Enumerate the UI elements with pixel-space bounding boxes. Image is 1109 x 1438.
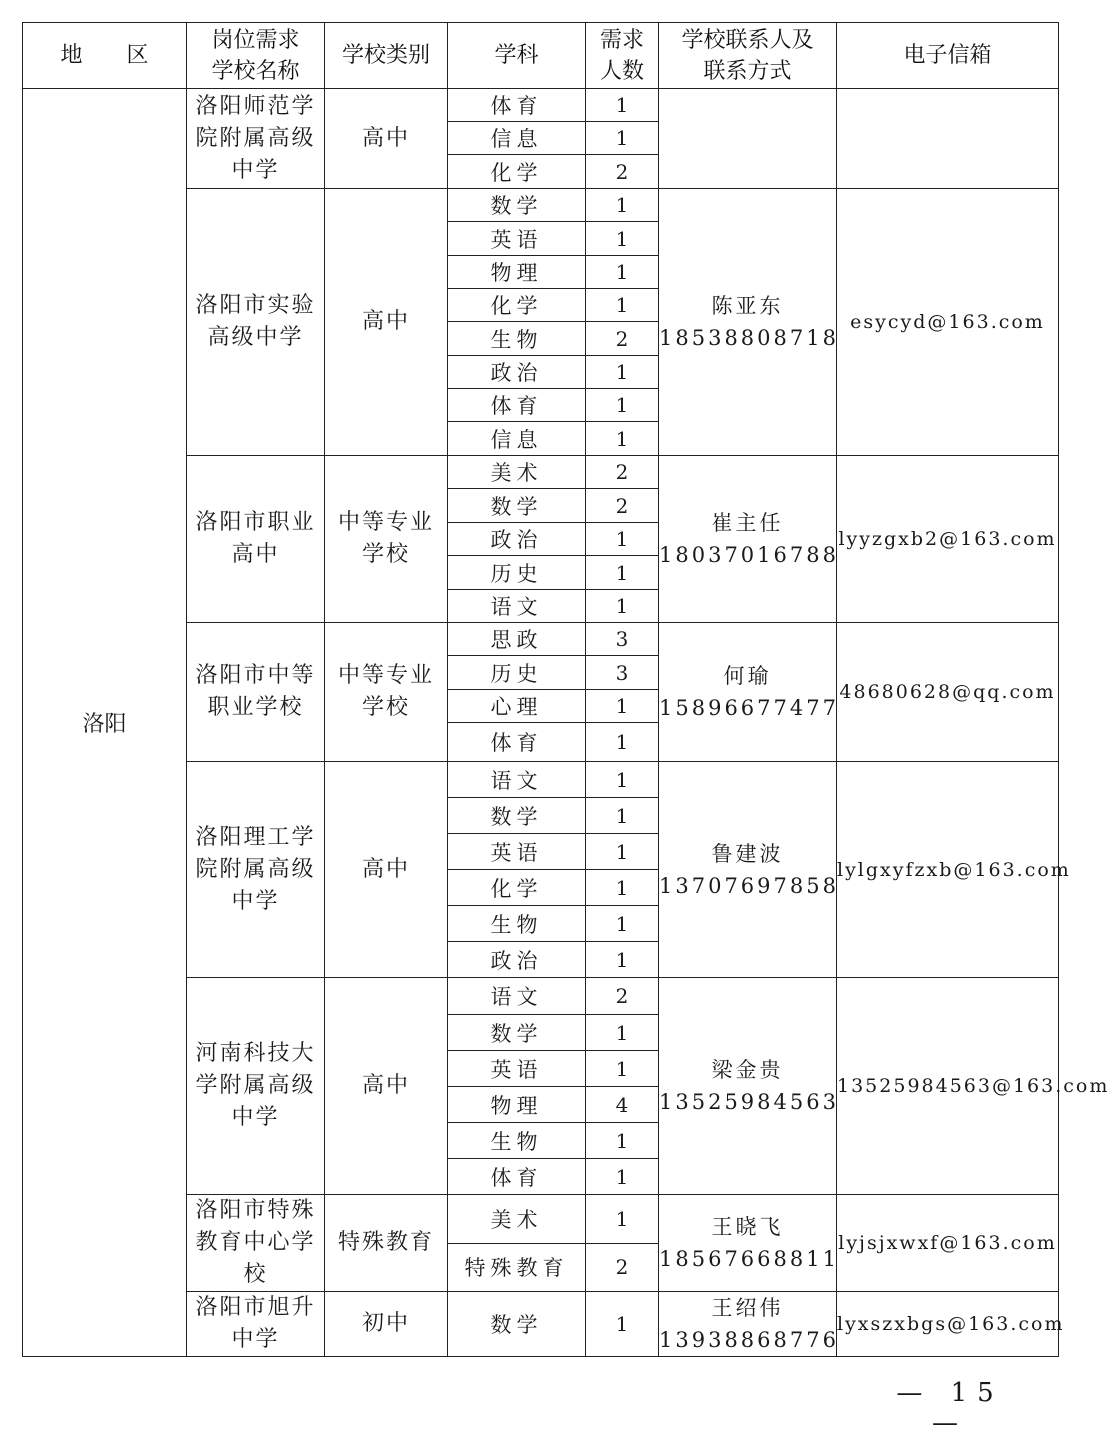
email-text: 13525984563@163.com xyxy=(837,1075,1109,1097)
count-cell xyxy=(586,870,659,906)
subject-text: 生物 xyxy=(490,327,543,352)
subject-text: 化学 xyxy=(490,294,543,318)
count-text: 1 xyxy=(615,947,629,972)
count-text: 1 xyxy=(615,393,629,417)
count-cell xyxy=(586,978,659,1015)
header-region: 地 区 xyxy=(23,23,187,89)
subject-text: 美术 xyxy=(490,461,543,485)
school-name-line: 职业学校 xyxy=(207,695,304,720)
email-text: esycyd@163.com xyxy=(850,311,1045,333)
contact-cell xyxy=(659,89,837,189)
contact-name: 王晓飞 xyxy=(711,1215,784,1239)
subject-text: 政治 xyxy=(490,528,543,552)
count-text: 1 xyxy=(615,803,629,828)
count-text: 1 xyxy=(615,1312,629,1336)
count-cell xyxy=(586,690,659,723)
school-name-cell xyxy=(187,189,325,456)
contact-phone: 13525984563 xyxy=(659,1090,839,1114)
count-cell xyxy=(586,356,659,389)
school-name-line: 洛阳市实验 xyxy=(195,293,316,318)
subject-text: 心理 xyxy=(490,695,543,719)
count-cell xyxy=(586,1292,659,1357)
contact-phone: 13707697858 xyxy=(659,873,839,898)
subject-text: 数学 xyxy=(490,194,543,218)
subject-text: 化学 xyxy=(490,160,543,185)
school-name-line: 教育中心学校 xyxy=(195,1230,316,1287)
count-cell xyxy=(586,942,659,978)
count-cell xyxy=(586,389,659,422)
school-name-line: 院附属高级 xyxy=(195,856,316,882)
subject-cell xyxy=(448,556,586,590)
email-cell xyxy=(837,1195,1059,1292)
count-text: 2 xyxy=(615,493,629,518)
recruitment-table xyxy=(22,22,1109,1357)
school-name-line: 洛阳市特殊 xyxy=(195,1198,316,1223)
contact-phone: 18037016788 xyxy=(659,543,839,567)
subject-text: 思政 xyxy=(490,628,543,652)
count-text: 1 xyxy=(615,93,629,117)
subject-cell xyxy=(448,590,586,623)
email-cell xyxy=(837,189,1059,456)
subject-cell xyxy=(448,978,586,1015)
school-name-line: 洛阳理工学 xyxy=(195,824,316,850)
subject-text: 数学 xyxy=(490,1313,543,1337)
school-name-cell xyxy=(187,623,325,762)
count-text: 1 xyxy=(615,360,629,384)
count-cell xyxy=(586,1015,659,1051)
school-category-line: 学校 xyxy=(361,695,410,720)
contact-name: 陈亚东 xyxy=(711,294,784,318)
subject-text: 数学 xyxy=(490,494,543,519)
count-cell xyxy=(586,762,659,798)
subject-cell xyxy=(448,762,586,798)
school-category-line: 中等专业 xyxy=(337,510,434,535)
count-text: 1 xyxy=(615,226,629,251)
count-cell xyxy=(586,798,659,834)
count-text: 3 xyxy=(615,660,629,685)
subject-cell xyxy=(448,256,586,289)
contact-phone: 15896677477 xyxy=(659,696,839,720)
contact-name: 鲁建波 xyxy=(711,841,784,866)
subject-text: 物理 xyxy=(490,261,543,285)
contact-cell xyxy=(659,189,837,456)
subject-cell xyxy=(448,1195,586,1244)
page-number: — 15 — xyxy=(896,1378,1004,1438)
school-name-line: 洛阳市旭升 xyxy=(195,1295,316,1320)
school-name-line: 中学 xyxy=(231,888,280,914)
count-cell xyxy=(586,289,659,322)
count-cell xyxy=(586,322,659,356)
subject-text: 数学 xyxy=(490,1021,543,1046)
count-text: 1 xyxy=(615,260,629,284)
subject-text: 生物 xyxy=(490,912,543,937)
count-cell xyxy=(586,1195,659,1244)
count-cell xyxy=(586,723,659,762)
count-text: 1 xyxy=(615,730,629,754)
contact-name: 梁金贵 xyxy=(711,1058,784,1082)
count-text: 1 xyxy=(615,1206,629,1231)
subject-cell xyxy=(448,1243,586,1292)
count-cell xyxy=(586,556,659,590)
school-name-line: 学附属高级 xyxy=(195,1073,316,1098)
count-cell xyxy=(586,89,659,122)
subject-cell xyxy=(448,389,586,422)
subject-text: 语文 xyxy=(490,985,543,1009)
count-cell xyxy=(586,189,659,222)
school-name-line: 中学 xyxy=(231,157,280,183)
subject-text: 数学 xyxy=(490,804,543,829)
count-cell xyxy=(586,1051,659,1087)
school-category-cell xyxy=(325,1292,448,1357)
school-category-line: 学校 xyxy=(361,542,410,567)
count-cell xyxy=(586,422,659,456)
email-cell xyxy=(837,89,1059,189)
school-category-line: 高中 xyxy=(361,125,410,151)
subject-text: 信息 xyxy=(490,127,543,151)
subject-cell xyxy=(448,906,586,942)
subject-cell xyxy=(448,456,586,489)
subject-cell xyxy=(448,222,586,256)
email-text: lyyzgxb2@163.com xyxy=(838,528,1057,550)
contact-cell xyxy=(659,1195,837,1292)
count-text: 1 xyxy=(615,767,629,792)
count-text: 1 xyxy=(615,694,629,718)
count-text: 2 xyxy=(615,326,629,351)
school-name-line: 中学 xyxy=(231,1105,280,1130)
school-name-line: 洛阳师范学 xyxy=(195,93,316,119)
email-cell xyxy=(837,1292,1065,1357)
count-text: 2 xyxy=(615,984,629,1008)
subject-cell xyxy=(448,189,586,222)
subject-cell xyxy=(448,89,586,122)
school-category-line: 高中 xyxy=(361,1073,410,1098)
region-cell xyxy=(23,89,187,1357)
subject-text: 化学 xyxy=(490,876,543,901)
subject-cell xyxy=(448,1087,586,1123)
subject-cell xyxy=(448,1015,586,1051)
school-name-line: 高中 xyxy=(231,542,280,567)
school-category-cell xyxy=(325,623,448,762)
header-count: 需求 人数 xyxy=(586,23,659,89)
school-name-cell xyxy=(187,456,325,623)
school-category-cell xyxy=(325,978,448,1195)
count-text: 1 xyxy=(615,594,629,618)
header-category: 学校类别 xyxy=(325,23,448,89)
contact-cell xyxy=(659,623,837,762)
school-category-line: 高中 xyxy=(361,856,410,882)
count-text: 1 xyxy=(615,911,629,936)
count-text: 1 xyxy=(615,839,629,864)
count-cell xyxy=(586,155,659,189)
school-name-cell xyxy=(187,762,325,978)
count-text: 2 xyxy=(615,1255,629,1280)
contact-name: 何瑜 xyxy=(723,664,772,688)
contact-phone: 13938868776 xyxy=(659,1328,839,1352)
contact-phone: 18538808718 xyxy=(659,326,839,350)
count-text: 1 xyxy=(615,293,629,317)
school-category-line: 中等专业 xyxy=(337,663,434,688)
count-text: 1 xyxy=(615,1056,629,1081)
school-name-cell xyxy=(187,1292,325,1357)
school-name-line: 高级中学 xyxy=(207,325,304,350)
subject-text: 历史 xyxy=(490,661,543,686)
school-name-line: 洛阳市职业 xyxy=(195,510,316,535)
subject-cell xyxy=(448,656,586,690)
subject-text: 生物 xyxy=(490,1129,543,1154)
subject-text: 体育 xyxy=(490,1165,543,1190)
count-text: 4 xyxy=(615,1092,629,1117)
school-name-cell xyxy=(187,89,325,189)
count-text: 1 xyxy=(615,527,629,551)
subject-cell xyxy=(448,1123,586,1159)
subject-cell xyxy=(448,623,586,656)
school-category-line: 特殊教育 xyxy=(337,1230,434,1255)
school-name-cell xyxy=(187,1195,325,1292)
subject-cell xyxy=(448,723,586,762)
count-cell xyxy=(586,623,659,656)
count-cell xyxy=(586,1123,659,1159)
subject-text: 英语 xyxy=(490,1057,543,1082)
subject-cell xyxy=(448,1292,586,1357)
school-category-cell xyxy=(325,89,448,189)
subject-text: 政治 xyxy=(490,948,543,973)
subject-cell xyxy=(448,798,586,834)
table-row xyxy=(23,89,1059,122)
subject-cell xyxy=(448,155,586,189)
count-cell xyxy=(586,590,659,623)
school-category-cell xyxy=(325,762,448,978)
school-name-line: 院附属高级 xyxy=(195,125,316,151)
subject-text: 政治 xyxy=(490,361,543,385)
count-cell xyxy=(586,523,659,556)
count-cell xyxy=(586,834,659,870)
subject-text: 语文 xyxy=(490,768,543,793)
email-text: 48680628@qq.com xyxy=(839,681,1056,703)
email-cell xyxy=(837,456,1059,623)
subject-cell xyxy=(448,422,586,456)
subject-text: 特殊教育 xyxy=(464,1256,569,1281)
subject-cell xyxy=(448,834,586,870)
header-school: 岗位需求 学校名称 xyxy=(187,23,325,89)
subject-cell xyxy=(448,1159,586,1195)
school-category-cell xyxy=(325,1195,448,1292)
school-name-line: 中学 xyxy=(231,1327,280,1352)
count-cell xyxy=(586,906,659,942)
count-cell xyxy=(586,122,659,155)
contact-name: 崔主任 xyxy=(711,511,784,535)
email-cell xyxy=(837,762,1071,978)
subject-text: 美术 xyxy=(490,1207,543,1232)
count-text: 1 xyxy=(615,1128,629,1153)
subject-cell xyxy=(448,942,586,978)
school-category-cell xyxy=(325,456,448,623)
count-text: 3 xyxy=(615,627,629,651)
subject-text: 体育 xyxy=(490,394,543,418)
subject-text: 信息 xyxy=(490,427,543,452)
count-text: 1 xyxy=(615,875,629,900)
subject-text: 英语 xyxy=(490,840,543,865)
subject-cell xyxy=(448,322,586,356)
contact-name: 王绍伟 xyxy=(711,1296,784,1320)
school-name-line: 河南科技大 xyxy=(195,1041,316,1066)
contact-phone: 18567668811 xyxy=(659,1247,839,1271)
header-contact: 学校联系人及 联系方式 xyxy=(659,23,837,89)
header-email: 电子信箱 xyxy=(837,23,1059,89)
count-text: 1 xyxy=(615,1164,629,1189)
subject-cell xyxy=(448,289,586,322)
count-cell xyxy=(586,1087,659,1123)
subject-cell xyxy=(448,523,586,556)
count-text: 1 xyxy=(615,1020,629,1045)
email-text: lyxszxbgs@163.com xyxy=(837,1313,1065,1335)
count-cell xyxy=(586,222,659,256)
count-cell xyxy=(586,656,659,690)
count-text: 1 xyxy=(615,426,629,451)
subject-text: 英语 xyxy=(490,227,543,252)
subject-cell xyxy=(448,489,586,523)
count-text: 1 xyxy=(615,126,629,150)
school-name-line: 洛阳市中等 xyxy=(195,663,316,688)
contact-cell xyxy=(659,1292,837,1357)
count-cell xyxy=(586,1159,659,1195)
header-row xyxy=(23,23,1059,89)
count-cell xyxy=(586,456,659,489)
school-category-line: 初中 xyxy=(361,1311,410,1336)
count-text: 2 xyxy=(615,159,629,184)
email-cell xyxy=(837,978,1109,1195)
email-cell xyxy=(837,623,1059,762)
school-category-line: 高中 xyxy=(361,309,410,334)
contact-cell xyxy=(659,762,837,978)
header-subject: 学科 xyxy=(448,23,586,89)
subject-cell xyxy=(448,356,586,389)
subject-text: 语文 xyxy=(490,595,543,619)
subject-text: 历史 xyxy=(490,561,543,586)
email-text: lylgxyfzxb@163.com xyxy=(837,858,1071,881)
subject-text: 体育 xyxy=(490,94,543,118)
count-cell xyxy=(586,489,659,523)
region-name: 洛阳 xyxy=(82,712,127,737)
subject-cell xyxy=(448,690,586,723)
count-cell xyxy=(586,256,659,289)
school-name-cell xyxy=(187,978,325,1195)
school-category-cell xyxy=(325,189,448,456)
subject-cell xyxy=(448,122,586,155)
count-text: 1 xyxy=(615,560,629,585)
count-text: 2 xyxy=(615,460,629,484)
contact-cell xyxy=(659,978,837,1195)
subject-cell xyxy=(448,870,586,906)
contact-cell xyxy=(659,456,837,623)
subject-cell xyxy=(448,1051,586,1087)
count-cell xyxy=(586,1243,659,1292)
count-text: 1 xyxy=(615,193,629,217)
subject-text: 物理 xyxy=(490,1093,543,1118)
email-text: lyjsjxwxf@163.com xyxy=(838,1232,1057,1254)
subject-text: 体育 xyxy=(490,731,543,755)
table-body xyxy=(23,89,1109,1357)
